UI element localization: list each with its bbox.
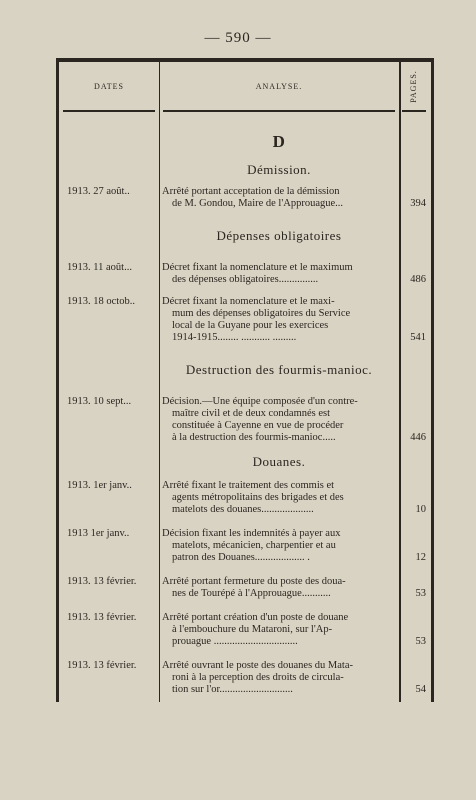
entry-line: maître civil et de deux condamnés est (172, 408, 331, 419)
entry-text (162, 528, 394, 564)
entry-line: 1914-1915........ ........... ......... (172, 332, 297, 343)
entry-line: à la destruction des fourmis-manioc..... (172, 432, 336, 443)
entry-page: 54 (415, 684, 426, 695)
entry-line: Décision fixant les indemnités à payer aux (162, 528, 341, 539)
entry-text (162, 612, 394, 648)
section-title: Douanes. (252, 454, 306, 469)
entry-date: 1913. 13 février. (67, 576, 137, 587)
entry-text (162, 576, 394, 600)
entry-line: Décision.—Une équipe composée d'un contre- (162, 396, 358, 407)
entry-line: à l'embouchure du Mataroni, sur l'Ap- (172, 624, 333, 635)
entry-line: Arrêté ouvrant le poste des douanes du Mata- (162, 660, 353, 671)
entry-line: de M. Gondou, Maire de l'Approuague... (172, 198, 344, 209)
entry-line: roni à la perception des droits de circula- (172, 672, 344, 683)
header-rule (63, 110, 155, 112)
entry-line: nes de Tourépé à l'Approuague........... (172, 588, 331, 599)
header-dates: DATES (94, 81, 124, 91)
column-divider (399, 62, 401, 702)
entry-date: 1913. 1er janv.. (67, 480, 132, 491)
entry-page: 53 (415, 588, 426, 599)
entry-line: agents métropolitains des brigades et des (172, 492, 344, 503)
entry-line: Arrêté portant acceptation de la démission (162, 186, 340, 197)
entry-line: prouague ................................ (172, 636, 298, 647)
entry-date: 1913. 18 octob.. (67, 296, 135, 307)
entry-line: tion sur l'or............................ (172, 684, 293, 695)
entry-page: 53 (415, 636, 426, 647)
entry-line: Arrêté fixant le traitement des commis et (162, 480, 335, 491)
entry-line: des dépenses obligatoires............... (172, 274, 319, 285)
page-number: — 590 — (204, 30, 272, 46)
entry-page: 394 (410, 198, 426, 209)
entry-line: local de la Guyane pour les exercices (172, 320, 329, 331)
entry-date: 1913. 27 août.. (67, 186, 130, 197)
header-rule (402, 110, 426, 112)
entry-page: 541 (410, 332, 426, 343)
section-title: Destruction des fourmis-manioc. (185, 362, 373, 377)
entry-page: 446 (410, 432, 426, 443)
entry-page: 10 (415, 504, 426, 515)
entry-date: 1913. 13 février. (67, 612, 137, 623)
entry-line: patron des Douanes................... . (172, 552, 310, 563)
entry-text (162, 186, 394, 210)
entry-date: 1913. 10 sept... (67, 396, 132, 407)
section-title: Dépenses obligatoires (216, 228, 342, 243)
entry-line: mum des dépenses obligatoires du Service (172, 308, 351, 319)
entry-line: Décret fixant la nomenclature et le maxi- (162, 296, 335, 307)
entry-line: Arrêté portant fermeture du poste des doua- (162, 576, 346, 587)
header-pages (399, 62, 428, 110)
entry-page: 12 (415, 552, 426, 563)
entry-line: matelots des douanes.................... (172, 504, 314, 515)
entry-date: 1913. 13 février. (67, 660, 137, 671)
entry-date: 1913 1er janv.. (67, 528, 130, 539)
index-letter: D (272, 132, 286, 151)
entry-line: constituée à Cayenne en vue de procéder (172, 420, 344, 431)
entry-line: Arrêté portant création d'un poste de douane (162, 612, 349, 623)
entry-text (162, 396, 394, 444)
column-divider (159, 62, 160, 702)
entry-line: matelots, mécanicien, charpentier et au (172, 540, 336, 551)
entry-text (162, 296, 394, 344)
header-rule (163, 110, 395, 112)
entry-text (162, 660, 394, 696)
index-table (56, 58, 434, 702)
entry-text (162, 262, 394, 286)
entry-text (162, 480, 394, 516)
entry-date: 1913. 11 août... (67, 262, 132, 273)
header-analyse: ANALYSE. (255, 81, 303, 91)
section-title: Démission. (247, 162, 311, 177)
entry-page: 486 (410, 274, 426, 285)
entry-line: Décret fixant la nomenclature et le maximum (162, 262, 353, 273)
header-pages-label: PAGES. (409, 69, 419, 103)
